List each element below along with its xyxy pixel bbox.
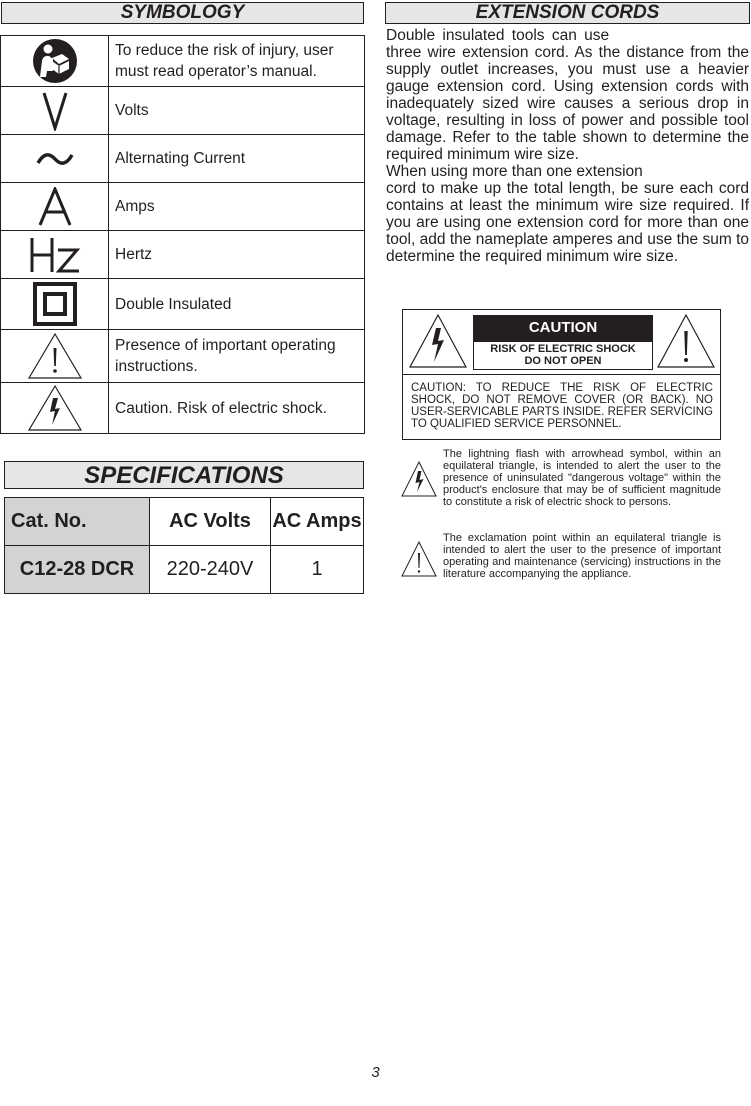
ac-amps-label: AC Amps	[271, 498, 364, 546]
symbology-heading: SYMBOLOGY	[1, 2, 364, 24]
symbology-row	[0, 330, 365, 383]
paragraph: When using more than one extension	[386, 163, 643, 180]
caution-risk-line: RISK OF ELECTRIC SHOCK	[490, 343, 636, 355]
read-manual-icon	[1, 36, 109, 86]
symbology-text: Amps	[115, 198, 155, 215]
symbology-table	[0, 35, 365, 434]
table-row	[5, 498, 364, 546]
extension-cords-heading: EXTENSION CORDS	[385, 2, 750, 24]
specifications-heading: SPECIFICATIONS	[4, 461, 364, 489]
symbology-row	[0, 231, 365, 279]
lightning-triangle-icon	[408, 313, 468, 369]
caution-label-box	[402, 309, 721, 440]
double-insulated-icon	[1, 279, 109, 329]
page-number: 3	[371, 1064, 380, 1081]
alternating-current-icon	[1, 135, 109, 182]
symbology-row	[0, 35, 365, 87]
caution-text: CAUTION: TO REDUCE THE RISK OF ELECTRIC SHOCK, DO NOT REMOVE COVER (OR BACK). NO USER-SERVICABLE PARTS INSIDE. REFER SERVICING TO QUALIFIED SERVICE PERSONNEL.	[411, 382, 713, 430]
ac-volts-label: AC Volts	[150, 498, 271, 546]
symbology-text: Alternating Current	[115, 150, 246, 167]
exclamation-symbol-note: The exclamation point within an equilateral triangle is intended to alert the user to the presence of important operating and maintenance (servicing) instructions in the literature accompanying the appliance.	[443, 532, 721, 580]
paragraph: three wire extension cord. As the distance from the supply outlet increases, you must use a heavier gauge extension cord. Using extension cords with inadequately sized wire causes a serious drop in voltage, resulting in loss of power and possible tool damage. Refer to the table shown to determine the required minimum wire size.	[386, 44, 749, 163]
exclamation-triangle-icon	[1, 330, 109, 382]
symbology-text: To reduce the risk of injury, user must read operator’s manual.	[115, 42, 334, 80]
symbology-text: Caution. Risk of electric shock.	[115, 399, 327, 417]
symbology-text: Double Insulated	[115, 295, 232, 313]
caution-risk-line: DO NOT OPEN	[524, 355, 602, 367]
exclamation-triangle-icon	[656, 313, 716, 369]
volts-value: 220-240V	[150, 546, 271, 594]
paragraph: cord to make up the total length, be sure each cord contains at least the minimum wire size required. If you are using one extension cord for more than one tool, add the nameplate amperes and use the sum to determine the required minimum wire size.	[386, 180, 749, 265]
paragraph: Double insulated tools can use	[386, 27, 610, 44]
symbology-row	[0, 383, 365, 434]
symbology-row	[0, 135, 365, 183]
caution-title: CAUTION	[473, 315, 653, 341]
specifications-table	[4, 497, 364, 594]
cat-no-label: Cat. No.	[5, 498, 150, 546]
amps-icon	[1, 183, 109, 230]
hertz-icon	[1, 231, 109, 278]
volts-icon	[1, 87, 109, 134]
symbology-row	[0, 87, 365, 135]
symbology-text: Volts	[115, 102, 149, 119]
symbology-row	[0, 279, 365, 330]
symbology-text: Hertz	[115, 246, 153, 263]
lightning-symbol-note: The lightning flash with arrowhead symbol, within an equilateral triangle, is intended to alert the user to the presence of uninsulated "dangerous voltage" within the product's enclosure that may be of sufficient magnitude to constitute a risk of electric shock to persons.	[443, 448, 721, 508]
caution-label-top	[403, 310, 720, 375]
caution-risk	[473, 341, 653, 370]
symbology-text: Presence of important operating instructions.	[115, 337, 336, 375]
model-value: C12-28 DCR	[5, 546, 150, 594]
exclamation-triangle-icon	[400, 540, 438, 578]
amps-value: 1	[271, 546, 364, 594]
lightning-triangle-icon	[400, 460, 438, 498]
lightning-triangle-icon	[1, 383, 109, 433]
table-row	[5, 546, 364, 594]
extension-cords-text	[386, 27, 749, 265]
symbology-row	[0, 183, 365, 231]
